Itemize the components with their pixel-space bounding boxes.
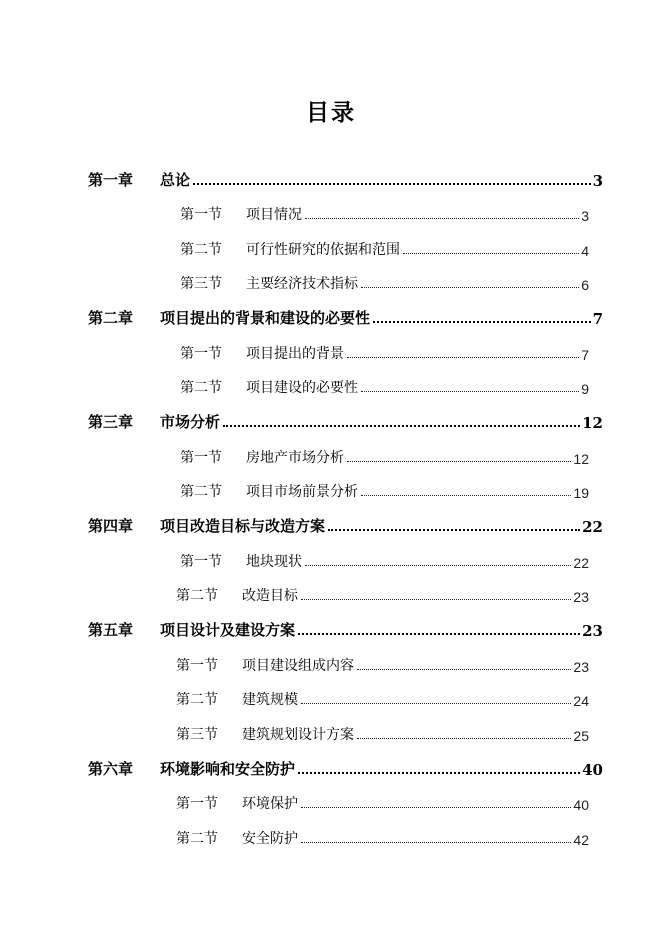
section-title: 项目建设组成内容 [242,658,354,674]
dot-leader [361,494,571,496]
toc-section-entry[interactable] [180,549,589,571]
dot-leader [301,702,571,704]
chapter-title: 项目提出的背景和建设的必要性 [160,309,371,327]
toc-section-entry[interactable] [176,583,589,605]
section-title: 建筑规模 [242,692,298,708]
toc-section-entry[interactable] [176,791,589,813]
page-number: 7 [581,347,589,363]
section-title: 项目情况 [246,207,302,223]
toc-chapter-entry[interactable] [88,757,603,779]
toc-section-entry[interactable] [180,237,589,259]
section-number: 第一节 [180,346,222,362]
section-number: 第一节 [180,554,222,570]
page-number: 22 [582,518,603,536]
section-title: 安全防护 [242,831,298,847]
dot-leader [373,320,591,323]
page-number: 25 [573,728,589,744]
dot-leader [403,252,579,254]
dot-leader [298,771,580,774]
toc-section-entry[interactable] [176,653,589,675]
section-title: 项目建设的必要性 [246,380,358,396]
section-number: 第三节 [176,727,218,743]
dot-leader [305,564,571,566]
toc-section-entry[interactable] [180,375,589,397]
chapter-title: 项目设计及建设方案 [160,621,296,639]
page-number: 23 [573,589,589,605]
page-number: 40 [573,797,589,813]
chapter-title: 市场分析 [160,413,221,431]
dot-leader [361,390,579,392]
toc-section-entry[interactable] [180,271,589,293]
page-number: 23 [582,622,603,640]
toc-chapter-entry[interactable] [88,618,603,640]
section-number: 第一节 [176,796,218,812]
chapter-number: 第五章 [88,621,134,639]
page-number: 40 [582,761,603,779]
page-title: 目录 [306,99,356,126]
page-number: 19 [573,485,589,501]
dot-leader [347,356,579,358]
page-number: 23 [573,659,589,675]
dot-leader [223,424,580,427]
section-number: 第二节 [180,380,222,396]
toc-section-entry[interactable] [176,687,589,709]
section-number: 第二节 [176,831,218,847]
section-number: 第一节 [180,207,222,223]
dot-leader [301,841,571,843]
page-number: 6 [581,277,589,293]
section-title: 主要经济技术指标 [246,276,358,292]
dot-leader [305,217,579,219]
section-title: 地块现状 [246,554,302,570]
section-title: 改造目标 [242,588,298,604]
toc-section-entry[interactable] [180,341,589,363]
section-title: 房地产市场分析 [246,450,344,466]
toc-chapter-entry[interactable] [88,168,603,190]
section-title: 项目提出的背景 [246,346,344,362]
section-number: 第二节 [176,588,218,604]
chapter-title: 项目改造目标与改造方案 [160,517,326,535]
page-number: 7 [592,310,603,328]
page-number: 12 [573,451,589,467]
dot-leader [301,806,571,808]
chapter-title: 环境影响和安全防护 [160,760,296,778]
toc-section-entry[interactable] [176,826,589,848]
section-number: 第二节 [180,484,222,500]
dot-leader [357,737,571,739]
page-number: 3 [581,208,589,224]
section-number: 第二节 [176,692,218,708]
section-number: 第一节 [176,658,218,674]
chapter-number: 第一章 [88,171,134,189]
toc-section-entry[interactable] [180,445,589,467]
section-title: 环境保护 [242,796,298,812]
section-title: 项目市场前景分析 [246,484,358,500]
dot-leader [328,528,580,531]
page-number: 24 [573,693,589,709]
toc-section-entry[interactable] [176,722,589,744]
page-number: 9 [581,381,589,397]
chapter-number: 第二章 [88,309,134,327]
dot-leader [301,598,571,600]
chapter-number: 第三章 [88,413,134,431]
toc-chapter-entry[interactable] [88,514,603,536]
dot-leader [347,460,571,462]
dot-leader [298,632,580,635]
chapter-number: 第四章 [88,517,134,535]
dot-leader [357,668,571,670]
page-number: 12 [582,414,603,432]
dot-leader [193,182,591,185]
toc-section-entry[interactable] [180,202,589,224]
chapter-title: 总论 [160,171,191,189]
page-number: 42 [573,832,589,848]
toc-chapter-entry[interactable] [88,410,603,432]
dot-leader [361,286,579,288]
section-title: 可行性研究的依据和范围 [246,242,400,258]
page-number: 22 [573,555,589,571]
section-title: 建筑规划设计方案 [242,727,354,743]
page-number: 4 [581,243,589,259]
section-number: 第一节 [180,450,222,466]
section-number: 第二节 [180,242,222,258]
toc-section-entry[interactable] [180,479,589,501]
section-number: 第三节 [180,276,222,292]
chapter-number: 第六章 [88,760,134,778]
toc-chapter-entry[interactable] [88,306,603,328]
page-number: 3 [592,172,603,190]
